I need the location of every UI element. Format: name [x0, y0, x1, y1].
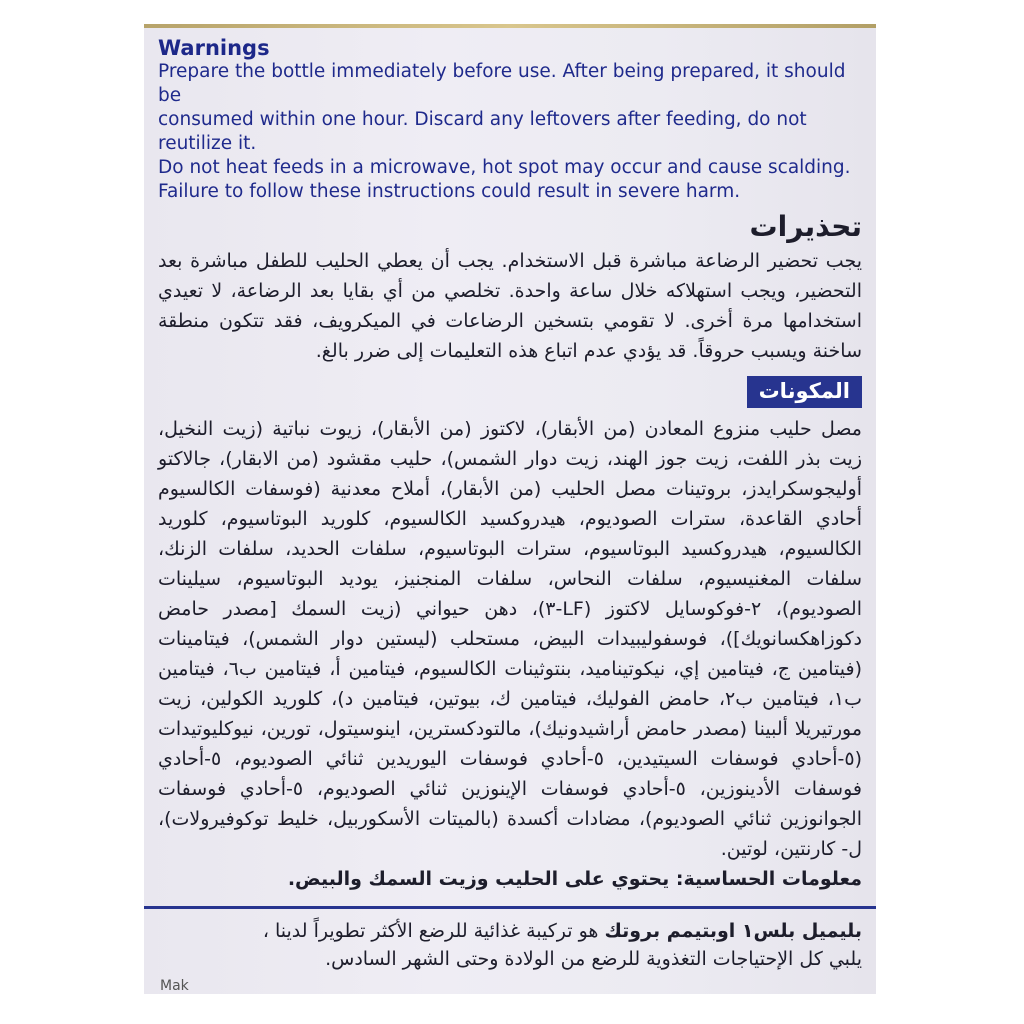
- warnings-arabic-text: يجب تحضير الرضاعة مباشرة قبل الاستخدام. يجب أن يعطي الحليب للطفل مباشرة بعد التحضير، ويجب استهلاكه خلال ساعة واحدة. تخلصي من أي بقايا بعد الرضاعة، لا تعيدي استخدامها مرة أخرى. لا تقومي بتسخين الرضاعات في الميكرويف، فقد تتكون منطقة ساخنة ويسبب حروقاً. قد يؤدي عدم اتباع هذه التعليمات إلى ضرر بالغ.: [158, 250, 862, 362]
- warnings-line-4: Failure to follow these instructions could result in severe harm.: [158, 181, 741, 202]
- allergy-info: معلومات الحساسية: يحتوي على الحليب وزيت السمك والبيض.: [287, 868, 862, 890]
- description-line-1: [158, 917, 862, 945]
- description-line-2: يلبي كل الإحتياجات التغذوية للرضع من الولادة وحتى الشهر السادس.: [325, 948, 862, 970]
- description-line-1-rest: هو تركيبة غذائية للرضع الأكثر تطويراً لدينا ،: [262, 920, 605, 942]
- ingredients-text: مصل حليب منزوع المعادن (من الأبقار)، لاكتوز (من الأبقار)، زيوت نباتية (زيت النخيل، زيت بذر اللفت، زيت جوز الهند، زيت دوار الشمس)، حليب مقشود (من الابقار)، جالاكتو أوليجوسكرايدز، بروتينات مصل الحليب (من الأبقار)، أملاح معدنية (فوسفات الكالسيوم أحادي القاعدة، سترات الصوديوم، هيدروكسيد الكالسيوم، كلوريد البوتاسيوم، كلوريد الكالسيوم، هيدروكسيد البوتاسيوم، سترات البوتاسيوم، سلفات الحديد، سلفات الزنك، سلفات المغنيسيوم، سلفات النحاس، سلفات المنجنيز، يوديد البوتاسيوم، سيلينات الصوديوم)، ٢-فوكوسايل لاكتوز (LF-٣)، دهن حيواني (زيت السمك [مصدر حامض دكوزاهكسانويك])، فوسفوليبيدات البيض، مستحلب (ليستين دوار الشمس)، فيتامينات (فيتامين ج، فيتامين إي، نيكوتيناميد، بنتوثينات الكالسيوم، فيتامين أ، فيتامين ب٦، فيتامين ب١، فيتامين ب٢، حامض الفوليك، فيتامين ك، بيوتين، فيتامين د)، كلوريد الكولين، زيت مورتيريلا ألبينا (مصدر حامض أراشيدونيك)، مالتودكسترين، اينوسيتول، تورين، نيوكليوتيدات (٥-أحادي فوسفات السيتيدين، ٥-أحادي فوسفات اليوريدين ثنائي الصوديوم، ٥-أحادي فوسفات الأدينوزين، ٥-أحادي فوسفات الإينوزين ثنائي الصوديوم، ٥-أحادي فوسفات الجوانوزين ثنائي الصوديوم)، مضادات أكسدة (بالميتات الأسكوربيل، خليط توكوفيرولات)، ل- كارنتين، لوتين.: [158, 418, 863, 860]
- section-divider: [144, 906, 876, 909]
- warnings-line-1: Prepare the bottle immediately before use. After being prepared, it should be: [158, 61, 846, 106]
- brand-name: بليميل بلس١ اوبتيمم بروتك: [604, 920, 862, 942]
- ingredients-badge: المكونات: [747, 376, 862, 408]
- warnings-english: [144, 28, 876, 204]
- warnings-arabic-title: تحذيرات: [749, 210, 862, 243]
- cut-off-text: Mak: [160, 978, 189, 994]
- warnings-title: Warnings: [158, 36, 270, 60]
- warnings-line-2: consumed within one hour. Discard any leftovers after feeding, do not reutilize it.: [158, 109, 807, 154]
- product-label: [144, 28, 876, 994]
- warnings-arabic: [144, 210, 876, 894]
- product-description: [144, 917, 876, 973]
- warnings-line-3: Do not heat feeds in a microwave, hot spot may occur and cause scalding.: [158, 157, 851, 178]
